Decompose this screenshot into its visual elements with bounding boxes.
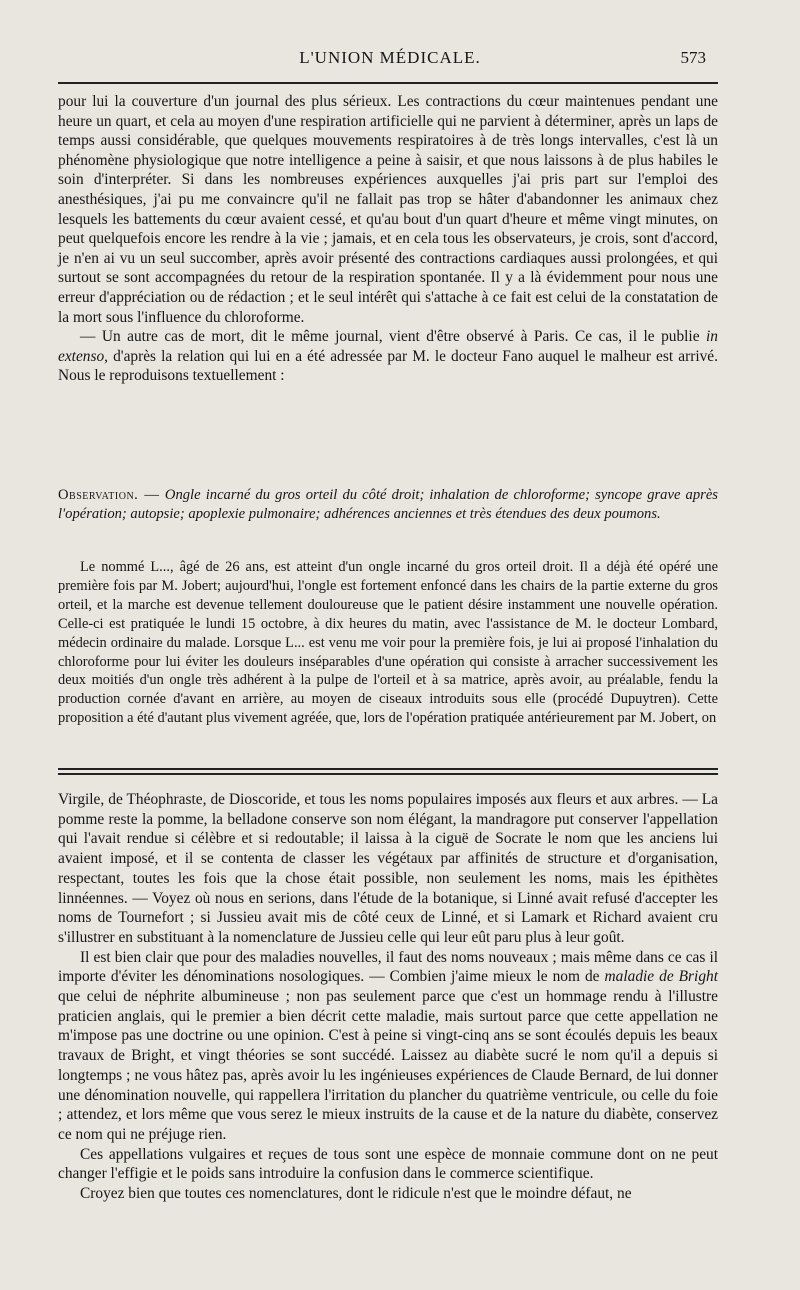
paragraph	[58, 948, 718, 1145]
journal-title: L'UNION MÉDICALE.	[299, 48, 481, 67]
paragraph: Ces appellations vulgaires et reçues de tous sont une espèce de monnaie commune dont on ne peut changer l'effigie et le poids sans introduire la confusion dans le commerce scientifique.	[58, 1145, 718, 1183]
paragraph	[58, 327, 718, 386]
paragraph-text: que celui de néphrite albumineuse ; non pas seulement parce que c'est un hommage rendu à l'illustre praticien anglais, qui le premier a bien décrit cette maladie, mais surtout parce que cette appellation ne m'impose pas une doctrine ou une opinion. C'est à peine si vingt-cinq ans se sont écoulés depuis les beaux travaux de Bright, et vingt théories se sont succédé. Laissez au diabète sucré le nom qu'il a depuis si longtemps ; ne vous hâtez pas, après avoir lu les ingénieuses expériences de Claude Bernard, de lui donner une dénomination nouvelle, qui rappellera l'irritation du plancher du quatrième ventricule, ou celle du foie ; attendez, et lors même que vous serez le mieux instruits de la cause et de la nature du diabète, conservez ce nom qui ne préjuge rien.	[58, 988, 718, 1143]
emphasis-text: in extenso,	[58, 328, 718, 365]
observation-body	[58, 558, 718, 728]
observation-heading-text	[58, 486, 718, 525]
feuilleton-section	[58, 790, 718, 1204]
observation-label: Observation.	[58, 487, 139, 503]
paragraph-text: Il est bien clair que pour des maladies nouvelles, il faut des noms nouveaux ; mais même dans ce cas il importe d'éviter les dénominations nosologiques. — Combien j'aime mieux le nom de	[58, 948, 718, 986]
emphasis-text: maladie de Bright	[604, 968, 718, 986]
observation-dash: —	[144, 487, 159, 503]
paragraph-text: d'après la relation qui lui en a été adressée par M. le docteur Fano auquel le malheur est arrivé. Nous le reproduisons textuellement :	[58, 347, 718, 385]
running-head	[70, 48, 710, 78]
paragraph: Le nommé L..., âgé de 26 ans, est atteint d'un ongle incarné du gros orteil droit. Il a déjà été opéré une première fois par M. Jobert; aujourd'hui, l'ongle est fortement enfoncé dans les chairs de la partie externe du gros orteil, et la marche est devenue tellement douloureuse que le patient désire instamment une nouvelle opération. Celle-ci est pratiquée le lundi 15 octobre, à dix heures du matin, avec l'assistance de M. le docteur Lombard, médecin ordinaire du malade. Lorsque L... est venu me voir pour la première fois, je lui ai proposé l'inhalation du chloroforme pour lui éviter les douleurs inséparables d'une opération qui consiste à arracher successivement les deux moitiés d'un ongle très adhérent à la pulpe de l'orteil et à sa matrice, après avoir, au préalable, fendu la production cornée d'avant en arrière, au moyen de ciseaux introduits sous elle (procédé Dupuytren). Cette proposition a été d'autant plus vivement agréée, que, lors de l'opération pratiquée antérieurement par M. Jobert, on	[58, 559, 718, 727]
paragraph: Croyez bien que toutes ces nomenclatures, dont le ridicule n'est que le moindre défaut, ne	[80, 1185, 632, 1203]
paragraph-text: — Un autre cas de mort, dit le même journal, vient d'être observé à Paris. Ce cas, il le publie	[80, 328, 700, 346]
paragraph: Virgile, de Théophraste, de Dioscoride, et tous les noms populaires imposés aux fleurs et aux arbres. — La pomme reste la pomme, la belladone conserve son nom élégant, la mandragore put conserver l'appellation qui l'avait rendue si célèbre et si redoutable; il laissa à la ciguë de Socrate le nom que les anciens lui avaient imposé, et il se contenta de classer les végétaux par affinités de structure et d'organisation, respectant, toutes les fois que la chose était possible, non seulement les noms, mais les épithètes linnéennes. — Voyez où nous en serions, dans l'étude de la botanique, si Linné avait refusé d'accepter les noms de Tournefort ; si Jussieu avait mis de côté ceux de Linné, et si Lamark et Richard avaient cru s'illustrer en substituant à la nomenclature de Jussieu celle qui leur eût paru plus à leur goût.	[58, 791, 718, 946]
article-continuation	[58, 92, 718, 386]
feuilleton-separator	[58, 768, 718, 775]
header-rule	[58, 82, 718, 84]
observation-title: Ongle incarné du gros orteil du côté droit; inhalation de chloroforme; syncope grave après l'opération; autopsie; apoplexie pulmonaire; adhérences anciennes et très étendues des deux poumons.	[58, 487, 718, 523]
paragraph: pour lui la couverture d'un journal des plus sérieux. Les contractions du cœur maintenues pendant une heure un quart, et cela au moyen d'une respiration artificielle qui ne parvient à déterminer, après un laps de temps aussi considérable, que quelques mouvements respiratoires à de très longs intervalles, c'est là un phénomène physiologique que notre intelligence a peine à saisir, et que nous laissons à de plus habiles le soin d'interpréter. Si dans les nombreuses expériences auxquelles j'ai pris part sur l'emploi des anesthésiques, j'ai pu me convaincre qu'il ne fallait pas trop se hâter d'abandonner les animaux chez lesquels les battements du cœur avaient cessé, et qu'au bout d'un quart d'heure et même vingt minutes, on peut quelquefois encore les rendre à la vie ; jamais, et en cela tous les observateurs, je crois, sont d'accord, je n'en ai vu un seul succomber, après avoir présenté des contractions cardiaques aussi prolongées, et qui surtout se sont accompagnées du retour de la respiration spontanée. Il y a là évidemment pour nous une erreur d'appréciation ou de rédaction ; et le seul intérêt qui s'attache à ce fait est celui de la constatation de la mort sous l'influence du chloroforme.	[58, 93, 718, 326]
observation-heading	[58, 486, 718, 525]
page-number: 573	[680, 48, 706, 67]
